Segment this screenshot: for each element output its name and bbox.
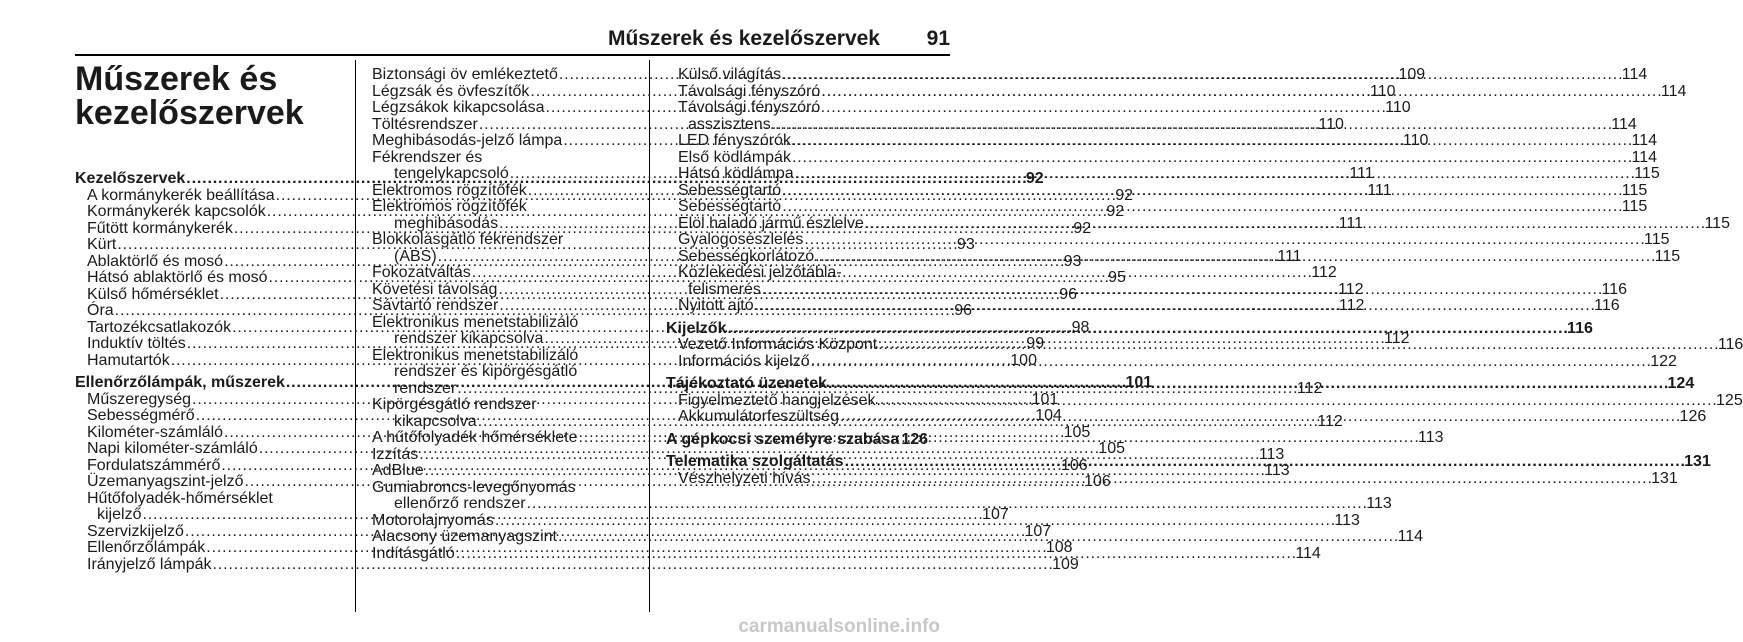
dot-leader: [755, 298, 1594, 315]
toc-entry-page: 93: [1063, 252, 1082, 270]
toc-entry-title: rendszer: [394, 379, 457, 397]
toc-entry-title: Követési távolság: [372, 280, 498, 298]
toc-entry-page: 116: [1717, 336, 1743, 353]
dot-leader: [527, 496, 1366, 513]
dot-leader: [876, 390, 1715, 410]
watermark: carmanualsonline.info: [738, 616, 940, 637]
toc-entry-title: Sávtartó rendszer: [372, 297, 499, 314]
toc-entry-title: felismerés: [688, 280, 761, 298]
toc-entry-page: 92: [1115, 186, 1134, 204]
toc-entry-page: 113: [1334, 511, 1360, 529]
toc-entry-page: 124: [1667, 375, 1695, 392]
chapter-title-line2: kezelőszervek: [75, 94, 304, 132]
dot-leader: [782, 199, 1621, 216]
toc-entry-title: Szervizkijelző: [87, 522, 184, 540]
toc-entry-page: 113: [1366, 495, 1392, 512]
toc-entry-page: 125: [1716, 391, 1743, 409]
toc-entry-page: 114: [1631, 132, 1658, 149]
toc-entry-title: A kormánykerék beállítása: [87, 186, 275, 204]
dot-leader: [815, 249, 1654, 266]
toc-entry-page: 111: [1367, 181, 1392, 199]
toc-entry-title: Tartozékcsatlakozók: [87, 318, 232, 336]
toc-entry-page: 96: [954, 302, 973, 319]
toc-entry-title: Vészhelyzeti hívás: [678, 469, 811, 487]
toc-entry-page: 114: [1397, 528, 1424, 545]
toc-entry-page: 114: [1611, 115, 1637, 133]
toc-entry-title: Telematika szolgáltatás: [666, 453, 844, 470]
toc-entry-title: Napi kilométer-számláló: [87, 440, 258, 457]
toc-entry-title: Első ködlámpák: [678, 148, 791, 166]
toc-entry-title: Nyitott ajtó: [678, 297, 754, 314]
header-title: Műszerek és kezelőszervek: [607, 27, 880, 50]
toc-entry[interactable]: [666, 148, 1658, 167]
dot-leader: [772, 117, 1611, 134]
dot-leader: [558, 529, 1397, 546]
toc-entry-page: 110: [1318, 115, 1344, 133]
toc-entry-page: 114: [1660, 82, 1687, 100]
toc-entry-page: 113: [1418, 429, 1444, 446]
toc-entry-page: 131: [1651, 469, 1678, 487]
toc-entry-title: Fékrendszer és: [372, 148, 483, 166]
toc-entry-title: Kezelőszervek: [75, 170, 186, 187]
toc-entry-title: Sebességmérő: [87, 407, 195, 424]
dot-leader: [878, 337, 1717, 354]
toc-entry-title: Alacsony üzemanyagszint: [372, 528, 557, 545]
toc-entry-page: 98: [1071, 318, 1090, 336]
toc-entry[interactable]: [372, 364, 632, 381]
toc-entry-page: 126: [1679, 408, 1707, 425]
toc-entry[interactable]: [75, 555, 1079, 574]
toc-entry-title: Indításgátló: [372, 544, 455, 562]
toc-entry-page: 106: [1084, 473, 1111, 490]
toc-entry-title: Elektromos rögzítőfék: [372, 198, 527, 215]
toc-entry-page: 113: [1258, 445, 1285, 463]
toc-entry-title: Gumiabroncs-levegőnyomás: [372, 478, 576, 496]
toc-entry-page: 115: [1704, 214, 1730, 232]
dot-leader: [812, 471, 1651, 488]
toc-entry[interactable]: [372, 150, 632, 167]
toc-entry-page: 111: [1349, 165, 1374, 182]
toc-entry-title: (ABS): [394, 247, 437, 265]
toc-entry-page: 99: [1026, 335, 1045, 352]
toc-entry-title: Vezető Információs Központ: [678, 336, 878, 353]
dot-leader: [792, 133, 1631, 150]
toc-entry-page: 109: [1398, 66, 1426, 83]
dot-leader: [865, 216, 1704, 233]
toc-entry-page: 109: [1052, 555, 1079, 573]
toc-entry-title: Blokkolásgátló fékrendszer: [372, 231, 564, 248]
dot-leader: [840, 409, 1679, 426]
toc-entry[interactable]: [666, 430, 929, 449]
toc-entry-title: Hamutartók: [87, 351, 170, 369]
toc-entry-title: Induktív töltés: [87, 335, 186, 352]
toc-entry-title: Hűtőfolyadék-hőmérséklet: [87, 489, 273, 507]
toc-entry-title: Hátsó ködlámpa: [678, 165, 794, 182]
toc-entry-title: Óra: [87, 302, 114, 319]
toc-entry-page: 107: [982, 506, 1009, 523]
toc-entry-page: 116: [1601, 280, 1627, 298]
toc-entry-page: 110: [1370, 82, 1396, 100]
toc-entry-title: Ellenőrzőlámpák: [87, 539, 206, 556]
toc-entry-page: 115: [1643, 231, 1670, 248]
toc-entry-title: A hűtőfolyadék hőmérséklete: [372, 429, 578, 446]
toc-entry-title: Közlekedési jelzőtábla-: [678, 264, 842, 281]
dot-leader: [782, 67, 1621, 84]
toc-entry-page: 114: [1295, 544, 1321, 562]
page-number: 91: [926, 27, 950, 50]
chapter-title: [75, 62, 304, 130]
toc-entry-title: Izzítás: [372, 445, 419, 463]
toc-entry-title: Sebességtartó: [678, 198, 782, 215]
toc-entry-title: tengelykapcsoló: [394, 165, 509, 182]
toc-entry-page: 112: [1337, 280, 1364, 298]
dot-leader: [828, 376, 1667, 393]
toc-entry-title: Távolsági fényszóró: [678, 99, 821, 116]
toc-entry-title: Kilométer-számláló: [87, 423, 224, 441]
toc-entry-title: Sebességtartó: [678, 181, 782, 199]
toc-entry-title: Elektronikus menetstabilizáló: [372, 346, 579, 364]
toc-entry-page: 115: [1621, 198, 1648, 215]
toc-entry[interactable]: [372, 348, 632, 365]
toc-entry-page: 100: [1010, 351, 1037, 369]
toc-entry-page: 101: [1125, 374, 1153, 391]
toc-entry-page: 95: [1108, 269, 1126, 286]
toc-entry-title: Fokozatváltás: [372, 264, 471, 281]
toc-entry-title: Akkumulátorfeszültség: [678, 408, 839, 425]
toc-entry-title: Légzsákok kikapcsolása: [372, 99, 545, 116]
toc-entry-page: 92: [1106, 203, 1125, 220]
dot-leader: [811, 351, 1650, 371]
toc-entry[interactable]: [372, 495, 1392, 513]
toc-entry-page: 92: [1073, 219, 1092, 237]
toc-entry-title: rendszer kikapcsolva: [394, 330, 544, 347]
toc-entry-page: 106: [1060, 456, 1088, 474]
toc-entry-title: Kipörgésgátló rendszer: [372, 396, 537, 413]
toc-entry-title: Gyalogosészlelés: [678, 231, 804, 248]
toc-entry-title: Távolsági fényszóró: [678, 82, 821, 100]
toc-entry-title: Kijelzők: [666, 319, 727, 337]
toc-entry-title: Elektronikus menetstabilizáló: [372, 313, 579, 331]
toc-entry[interactable]: [372, 480, 632, 497]
toc-entry-page: 101: [1031, 390, 1059, 408]
toc-entry-page: 115: [1654, 247, 1681, 265]
toc-entry-title: asszisztens: [688, 115, 771, 133]
toc-entry-page: 112: [1296, 379, 1323, 397]
toc-entry-title: Tájékoztató üzenetek: [666, 375, 827, 392]
toc-entry-title: Kürt: [87, 236, 117, 253]
toc-entry-title: Figyelmeztető hangjelzések: [678, 391, 876, 409]
toc-entry-page: 107: [1024, 522, 1052, 540]
toc-entry-title: Irányjelző lámpák: [87, 555, 212, 573]
toc-entry-page: 114: [1631, 148, 1658, 166]
toc-entry-page: 110: [1402, 132, 1429, 149]
toc-entry[interactable]: [372, 199, 632, 216]
toc-entry-title: LED fényszórók: [678, 132, 791, 149]
toc-entry-page: 116: [1594, 297, 1620, 314]
toc-entry-page: 114: [1621, 66, 1648, 83]
toc-entry-page: 112: [1317, 412, 1343, 430]
toc-entry-title: Biztonsági öv emlékeztető: [372, 66, 558, 83]
toc-entry-title: Töltésrendszer: [372, 115, 478, 133]
toc-entry-title: Kormánykerék kapcsolók: [87, 203, 266, 220]
toc-entry-page: 112: [1383, 330, 1410, 347]
toc-entry-title: Műszeregység: [87, 390, 192, 408]
dot-leader: [821, 84, 1660, 101]
toc-entry-title: Ellenőrzőlámpák, műszerek: [75, 374, 285, 391]
toc-entry-title: Információs kijelző: [678, 352, 810, 370]
toc-entry-title: AdBlue: [372, 462, 424, 479]
page-header: [0, 0, 960, 54]
dot-leader: [495, 513, 1334, 530]
toc-entry-page: 111: [1277, 247, 1302, 265]
toc-entry-title: Fordulatszámmérő: [87, 456, 221, 474]
toc-entry-title: meghibásodás: [394, 214, 499, 232]
toc-entry[interactable]: [372, 315, 632, 332]
toc-entry-title: Hátsó ablaktörlő és mosó: [87, 269, 268, 286]
toc-entry-page: 115: [1634, 165, 1660, 182]
toc-entry-page: 122: [1650, 352, 1677, 370]
toc-entry-title: Elektromos rögzítőfék: [372, 181, 527, 199]
toc-entry-title: Légzsák és övfeszítők: [372, 82, 530, 100]
toc-entry[interactable]: [666, 265, 924, 282]
dot-leader: [792, 150, 1631, 167]
toc-entry-page: 108: [1045, 539, 1073, 556]
dot-leader: [727, 318, 1566, 338]
toc-entry-page: 105: [1098, 440, 1125, 457]
toc-entry[interactable]: [75, 491, 338, 508]
toc-entry-page: 131: [1684, 453, 1711, 470]
toc-entry-title: Külső világítás: [678, 66, 782, 83]
toc-entry-page: 111: [1338, 214, 1363, 232]
dot-leader: [804, 232, 1643, 249]
header-rule: [75, 54, 950, 56]
toc-entry-page: 104: [1035, 407, 1062, 424]
toc-entry-page: 116: [1567, 319, 1593, 337]
toc-entry-page: 105: [1063, 423, 1091, 441]
toc-entry-page: 113: [1264, 462, 1290, 479]
dot-leader: [762, 282, 1601, 299]
toc-entry-page: 110: [1385, 99, 1411, 116]
chapter-title-line1: Műszerek és: [75, 60, 278, 98]
toc-entry-title: Meghibásodás-jelző lámpa: [372, 132, 563, 149]
toc-entry-page: 112: [1338, 297, 1365, 314]
toc-entry-title: Üzemanyagszint-jelző: [87, 473, 244, 490]
toc-entry-title: Fűtött kormánykerék: [87, 219, 233, 237]
toc-entry-page: 112: [1311, 264, 1337, 281]
toc-entry-title: Sebességkorlátozó: [678, 247, 815, 265]
toc-entry-title: rendszer és kipörgésgátló: [394, 363, 578, 380]
toc-entry-title: A gépkocsi személyre szabása: [666, 430, 900, 448]
toc-entry-page: 115: [1621, 181, 1648, 199]
toc-entry-title: Ablaktörlő és mosó: [87, 252, 224, 270]
toc-entry-title: kikapcsolva: [394, 412, 477, 430]
dot-leader: [456, 546, 1295, 563]
dot-leader: [845, 454, 1684, 471]
toc-entry-page: 93: [956, 236, 975, 253]
toc-entry-title: kijelző: [97, 506, 142, 523]
toc-entry[interactable]: [372, 232, 632, 249]
toc-entry-page: 96: [1059, 285, 1077, 303]
toc-entry-title: Motorolajnyomás: [372, 511, 494, 529]
toc-entry-title: ellenőrző rendszer: [394, 495, 526, 512]
toc-entry[interactable]: [666, 100, 924, 117]
dot-leader: [795, 166, 1634, 183]
toc-entry[interactable]: [372, 397, 632, 414]
toc-entry-page: 92: [1025, 170, 1044, 187]
dot-leader: [782, 183, 1621, 200]
toc-entry-page: 126: [901, 430, 929, 448]
toc-entry-title: Külső hőmérséklet: [87, 285, 219, 303]
toc-entry-title: Elöl haladó jármű észlelve: [678, 214, 864, 232]
